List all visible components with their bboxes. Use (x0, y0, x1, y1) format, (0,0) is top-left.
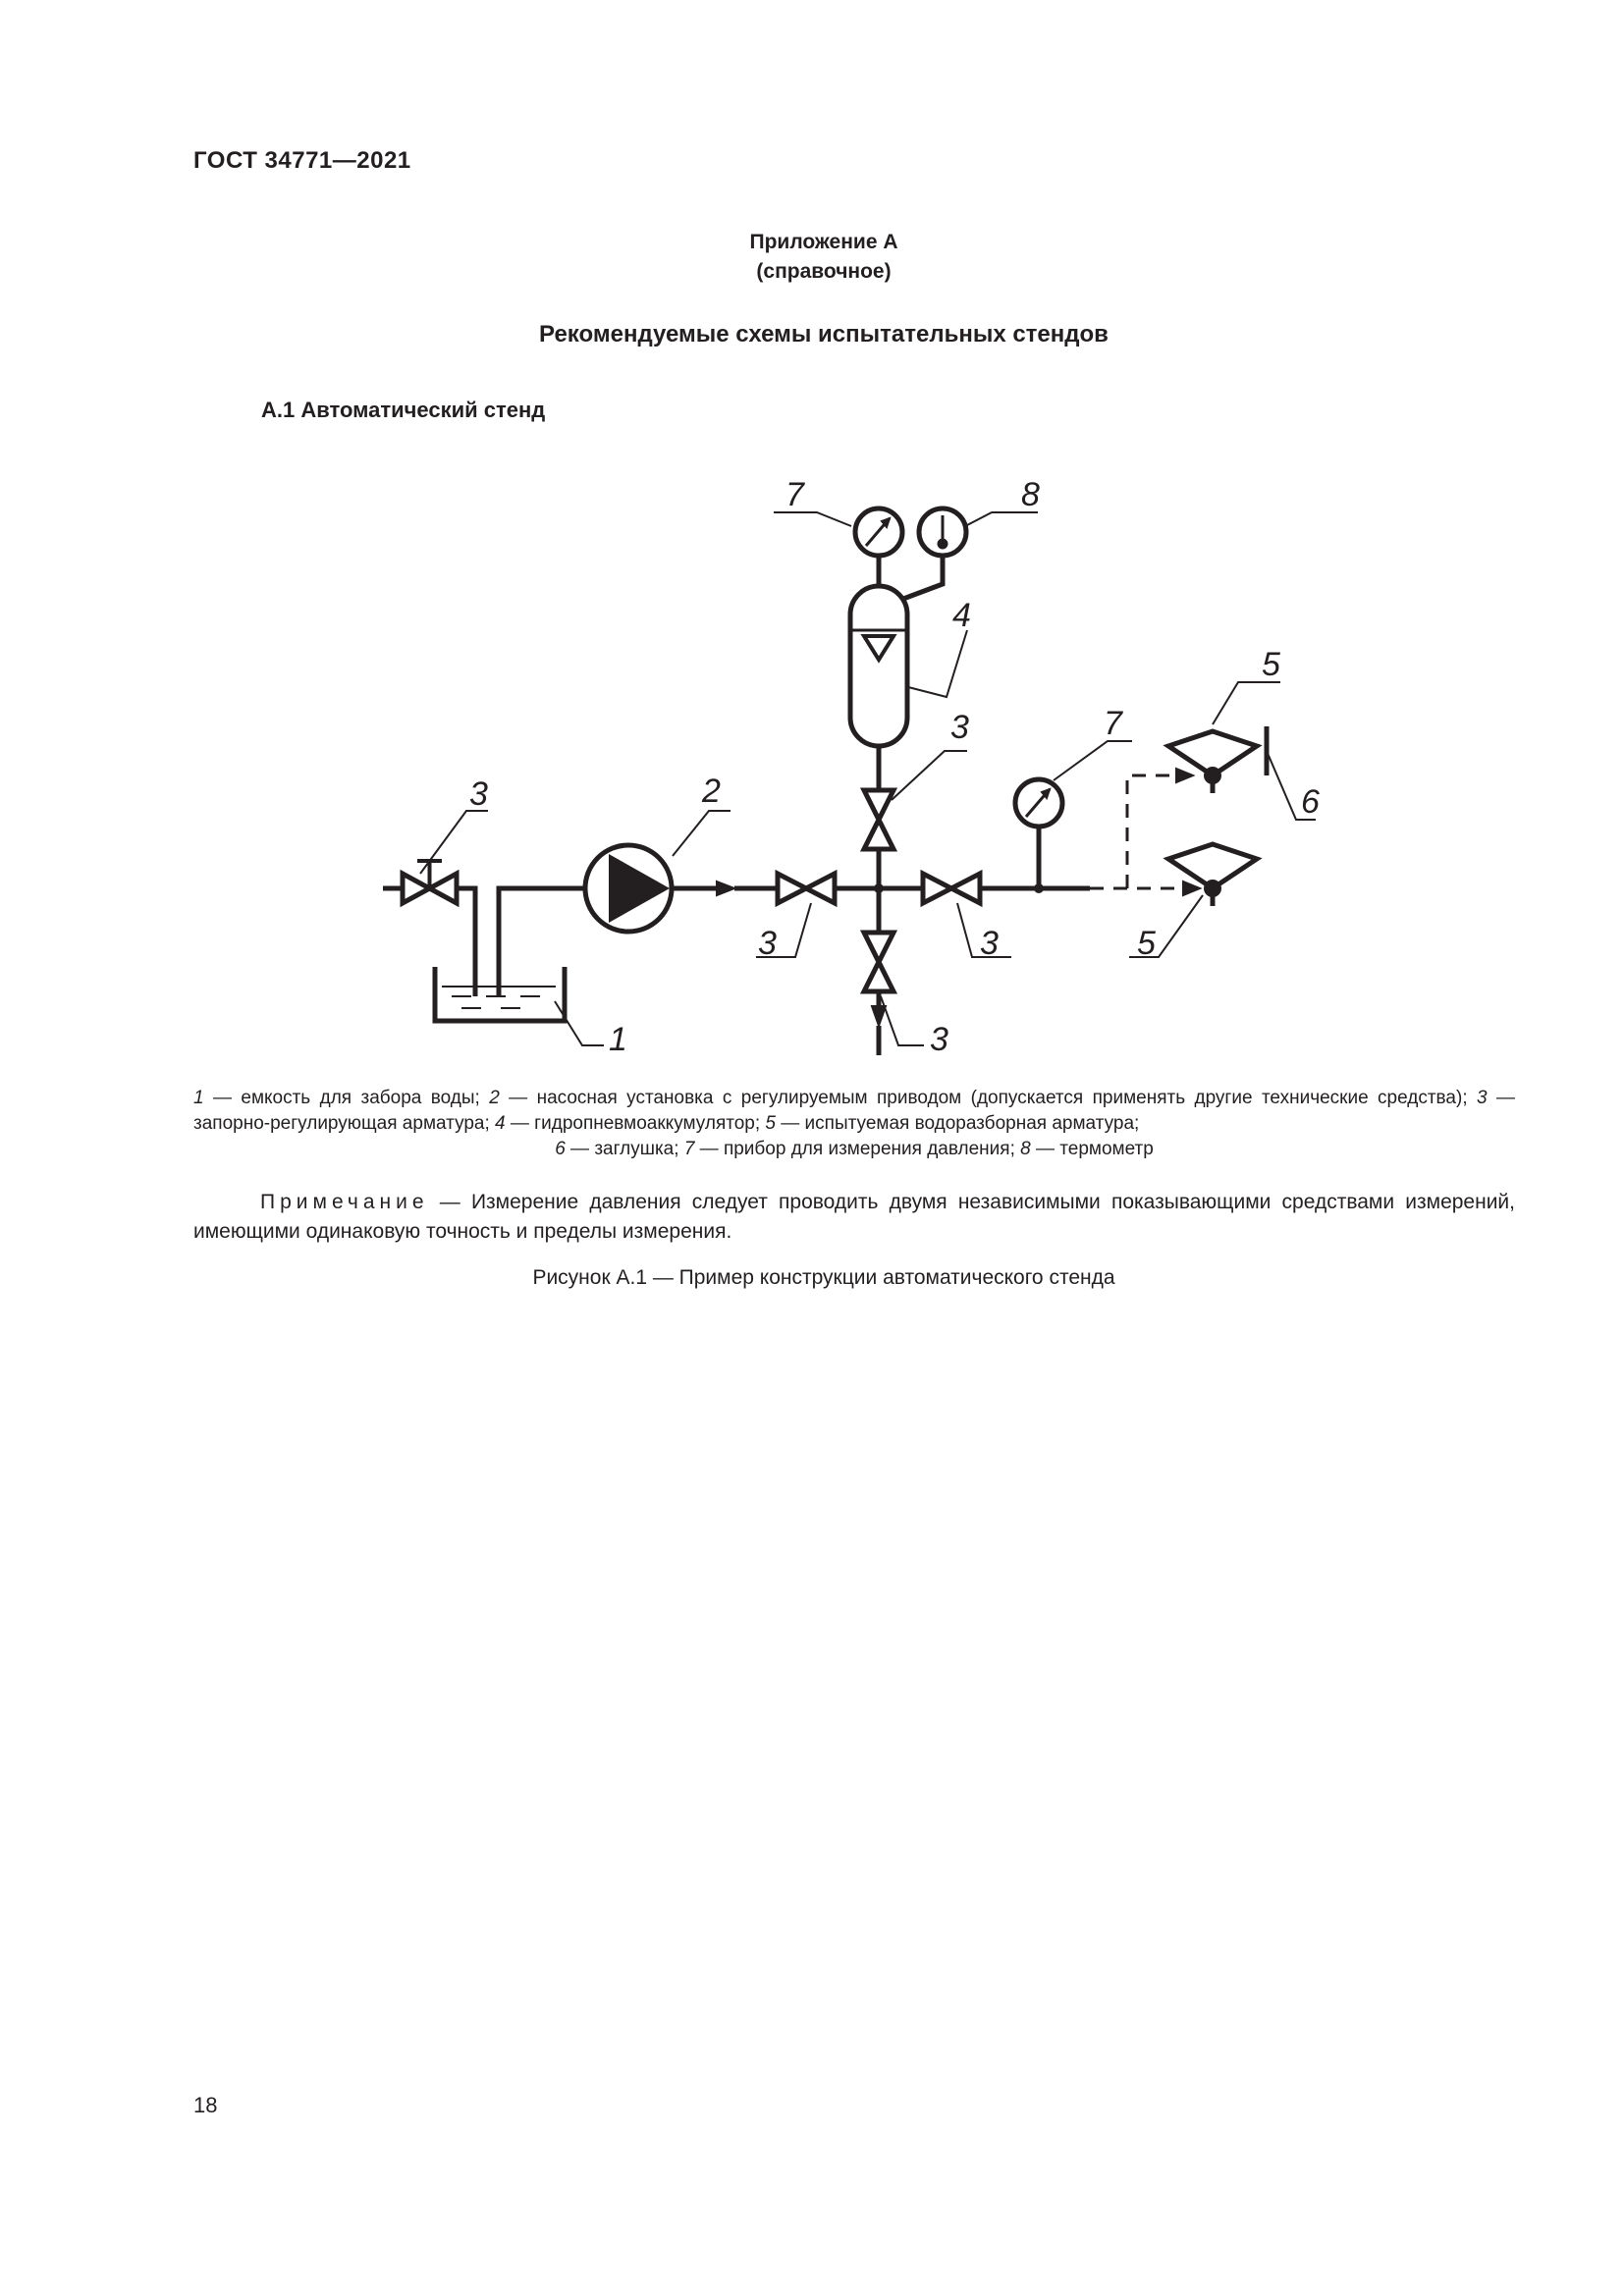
callout-tank: 1 (609, 1021, 627, 1058)
accumulator-vessel (850, 586, 907, 746)
legend-num: 2 (489, 1088, 500, 1108)
legend-text: — гидропневмоаккумулятор; (505, 1113, 766, 1134)
legend-text: — испытуемая водоразборная арматура; (776, 1113, 1140, 1134)
legend-text: — насосная установка с регулируемым приводом (допускается применять другие технические средства); (499, 1088, 1478, 1108)
callout-valve-inlet: 3 (469, 775, 488, 813)
page-number: 18 (193, 2093, 218, 2117)
valve-vertical-lower (864, 933, 893, 991)
legend-text: — термометр (1030, 1139, 1154, 1159)
callout-gauge-line: 7 (1104, 705, 1122, 742)
valve-right (923, 874, 980, 903)
legend-text: — прибор для измерения давления; (694, 1139, 1021, 1159)
callout-plug: 6 (1301, 783, 1320, 821)
callout-thermometer: 8 (1021, 476, 1040, 513)
legend-num: 7 (683, 1139, 695, 1159)
section-title: Рекомендуемые схемы испытательных стендов (539, 321, 1109, 347)
junction-dot (1034, 883, 1044, 893)
arrow-to-fitting-lower (1183, 881, 1200, 895)
inlet-valve (403, 861, 457, 903)
legend-num: 3 (1477, 1088, 1488, 1108)
note-label: Примечание (260, 1191, 429, 1213)
callout-valve-vertical-lower: 3 (930, 1021, 948, 1058)
legend-text: — заглушка; (565, 1139, 684, 1159)
subsection-title: А.1 Автоматический стенд (261, 398, 546, 422)
legend-text: — запорно-регулирующая арматура; (193, 1088, 1515, 1134)
legend-num: 4 (495, 1113, 506, 1134)
inlet-pipe-to-tank (457, 888, 475, 996)
pump-suction-pipe (499, 888, 584, 996)
callout-accumulator: 4 (952, 597, 971, 634)
legend-num: 6 (555, 1139, 566, 1159)
flow-arrow-1 (717, 881, 734, 895)
callout-fitting-lower: 5 (1137, 925, 1156, 962)
pump-triangle (609, 854, 670, 923)
junction-dot (874, 883, 884, 893)
valve-left (778, 874, 835, 903)
callout-valve-right: 3 (980, 925, 999, 962)
figure-legend (193, 1086, 1515, 1162)
legend-num: 8 (1020, 1139, 1031, 1159)
legend-num: 1 (193, 1088, 204, 1108)
outlet-dashed-branch (1127, 775, 1178, 888)
annex-subtitle: (справочное) (756, 260, 892, 283)
legend-text: — емкость для забора воды; (203, 1088, 490, 1108)
figure-caption: Рисунок А.1 — Пример конструкции автоматического стенда (532, 1266, 1115, 1289)
callout-valve-left: 3 (758, 925, 777, 962)
callout-fitting-upper: 5 (1262, 646, 1280, 683)
fitting-lower-dot (1204, 880, 1221, 897)
callout-valve-vertical-upper: 3 (950, 709, 969, 746)
drain-arrow (872, 1006, 886, 1026)
valve-vertical-upper (864, 790, 893, 849)
arrow-to-fitting-upper (1176, 769, 1193, 782)
legend-num: 5 (765, 1113, 776, 1134)
note-text: — Измерение давления следует проводить двумя независимыми показывающими средствами измерений, имеющими одинаковую точность и пределы измерения. (193, 1191, 1515, 1243)
figure-note (193, 1188, 1515, 1247)
accumulator-to-thermometer (903, 556, 943, 599)
legend-line-2 (193, 1137, 1515, 1162)
callout-pump: 2 (702, 773, 721, 810)
annex-title: Приложение А (749, 231, 898, 253)
document-header: ГОСТ 34771—2021 (193, 147, 411, 174)
accumulator-triangle (864, 636, 893, 660)
callout-gauge-top: 7 (785, 476, 804, 513)
fitting-upper-dot (1204, 767, 1221, 784)
test-stand-diagram (0, 0, 1624, 1080)
